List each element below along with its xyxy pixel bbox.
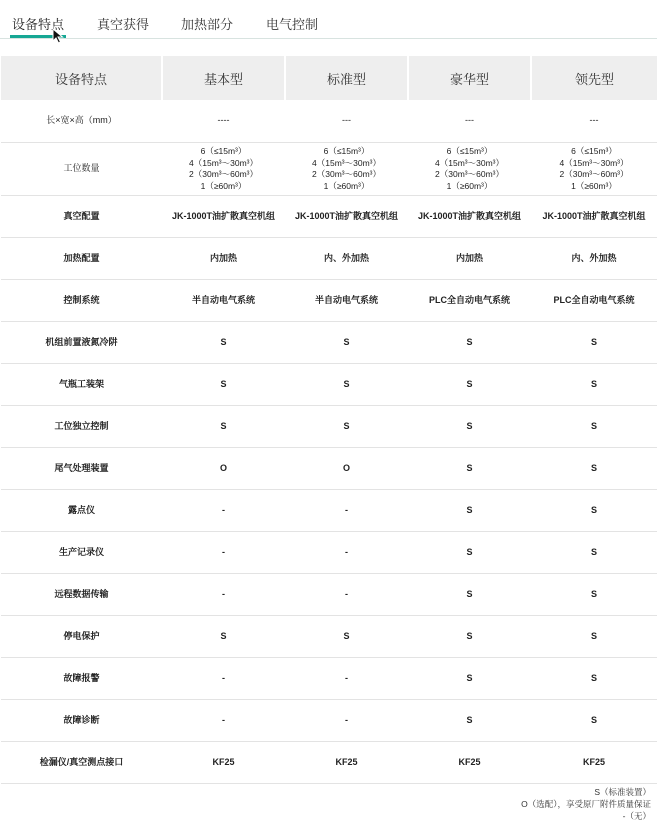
column-header-standard: 标准型 xyxy=(285,56,408,100)
table-cell: - xyxy=(285,700,408,742)
table-cell: KF25 xyxy=(531,742,657,784)
row-label: 机组前置液氮冷阱 xyxy=(1,322,162,364)
row-label: 停电保护 xyxy=(1,616,162,658)
table-header-row xyxy=(1,56,657,100)
table-cell: KF25 xyxy=(162,742,285,784)
table-cell: 内、外加热 xyxy=(531,238,657,280)
table-cell: S xyxy=(285,616,408,658)
table-cell: S xyxy=(531,406,657,448)
table-row xyxy=(1,406,657,448)
table-cell: S xyxy=(531,658,657,700)
cell-line: 4（15m³～30m³） xyxy=(559,157,629,168)
table-row xyxy=(1,238,657,280)
row-label: 加热配置 xyxy=(1,238,162,280)
table-cell: S xyxy=(531,448,657,490)
table-cell: S xyxy=(531,616,657,658)
table-cell xyxy=(408,143,531,196)
table-cell: S xyxy=(285,406,408,448)
row-label: 远程数据传输 xyxy=(1,574,162,616)
mouse-cursor-icon xyxy=(52,28,64,44)
table-row xyxy=(1,364,657,406)
cell-line: 2（30m³～60m³） xyxy=(559,169,629,179)
table-cell: S xyxy=(408,490,531,532)
table-cell: JK-1000T油扩散真空机组 xyxy=(408,196,531,238)
table-row xyxy=(1,280,657,322)
table-row xyxy=(1,196,657,238)
table-row xyxy=(1,532,657,574)
cell-line: 6（≤15m³） xyxy=(446,146,493,156)
table-row xyxy=(1,742,657,784)
table-cell: 内加热 xyxy=(162,238,285,280)
table-cell: - xyxy=(162,574,285,616)
cell-line: 2（30m³～60m³） xyxy=(435,169,504,179)
table-cell: - xyxy=(285,532,408,574)
row-label: 工位数量 xyxy=(1,143,162,196)
table-cell xyxy=(162,143,285,196)
table-cell: - xyxy=(285,658,408,700)
table-cell: S xyxy=(531,532,657,574)
cell-line: 6（≤15m³） xyxy=(323,146,370,156)
table-cell: - xyxy=(285,490,408,532)
table-cell: KF25 xyxy=(285,742,408,784)
legend xyxy=(521,786,651,822)
table-row xyxy=(1,490,657,532)
table-cell: S xyxy=(408,322,531,364)
table-cell: --- xyxy=(285,100,408,143)
row-label: 控制系统 xyxy=(1,280,162,322)
table-cell: S xyxy=(162,364,285,406)
table-cell xyxy=(285,143,408,196)
table-row xyxy=(1,574,657,616)
table-cell: JK-1000T油扩散真空机组 xyxy=(285,196,408,238)
cell-line: 1（≥60m³） xyxy=(446,180,493,191)
table-cell: S xyxy=(408,364,531,406)
table-cell: S xyxy=(408,658,531,700)
legend-standard: S（标准装置） xyxy=(594,787,651,797)
table-row xyxy=(1,143,657,196)
tab-vacuum-acquisition[interactable]: 真空获得 xyxy=(97,17,150,32)
table-cell: JK-1000T油扩散真空机组 xyxy=(162,196,285,238)
tab-heating[interactable]: 加热部分 xyxy=(181,17,234,32)
table-cell: - xyxy=(285,574,408,616)
table-row xyxy=(1,700,657,742)
legend-none: -（无） xyxy=(622,811,651,821)
table-row xyxy=(1,322,657,364)
table-cell: O xyxy=(285,448,408,490)
table-cell: S xyxy=(408,574,531,616)
row-label: 露点仪 xyxy=(1,490,162,532)
spec-comparison-table xyxy=(1,56,657,784)
table-cell: JK-1000T油扩散真空机组 xyxy=(531,196,657,238)
cell-line: 2（30m³～60m³） xyxy=(189,169,258,179)
table-row xyxy=(1,616,657,658)
table-cell: S xyxy=(162,406,285,448)
cell-line: 4（15m³～30m³） xyxy=(435,157,504,168)
cell-line: 1（≥60m³） xyxy=(200,180,247,191)
row-label: 长×宽×高（mm） xyxy=(1,100,162,143)
table-cell: S xyxy=(531,700,657,742)
column-header-deluxe: 豪华型 xyxy=(408,56,531,100)
table-cell: 内、外加热 xyxy=(285,238,408,280)
tab-equipment-features[interactable]: 设备特点 xyxy=(12,17,65,32)
table-cell: - xyxy=(162,490,285,532)
table-cell: S xyxy=(162,616,285,658)
table-row xyxy=(1,448,657,490)
table-cell: 半自动电气系统 xyxy=(285,280,408,322)
row-label: 尾气处理装置 xyxy=(1,448,162,490)
row-label: 检漏仪/真空测点接口 xyxy=(1,742,162,784)
cell-line: 4（15m³～30m³） xyxy=(189,157,258,168)
table-cell: - xyxy=(162,532,285,574)
table-cell: S xyxy=(531,574,657,616)
table-cell: S xyxy=(408,532,531,574)
table-cell: --- xyxy=(531,100,657,143)
row-label: 气瓶工装架 xyxy=(1,364,162,406)
table-cell: S xyxy=(531,490,657,532)
table-cell: PLC全自动电气系统 xyxy=(531,280,657,322)
table-row xyxy=(1,658,657,700)
table-cell: S xyxy=(408,700,531,742)
row-label: 生产记录仪 xyxy=(1,532,162,574)
table-cell: 内加热 xyxy=(408,238,531,280)
table-cell: 半自动电气系统 xyxy=(162,280,285,322)
table-cell: S xyxy=(408,616,531,658)
table-cell: S xyxy=(531,364,657,406)
cell-line: 4（15m³～30m³） xyxy=(312,157,381,168)
table-cell: PLC全自动电气系统 xyxy=(408,280,531,322)
cell-line: 6（≤15m³） xyxy=(200,146,247,156)
row-label: 真空配置 xyxy=(1,196,162,238)
table-cell: - xyxy=(162,700,285,742)
table-cell: S xyxy=(285,322,408,364)
column-header-leading: 领先型 xyxy=(531,56,657,100)
table-cell: S xyxy=(531,322,657,364)
column-header-features: 设备特点 xyxy=(1,56,162,100)
table-cell: S xyxy=(408,448,531,490)
table-cell: ---- xyxy=(162,100,285,143)
table-cell: KF25 xyxy=(408,742,531,784)
table-cell: --- xyxy=(408,100,531,143)
row-label: 故障诊断 xyxy=(1,700,162,742)
cell-line: 6（≤15m³） xyxy=(571,146,617,156)
tab-bar xyxy=(0,0,657,39)
row-label: 工位独立控制 xyxy=(1,406,162,448)
table-cell: S xyxy=(285,364,408,406)
table-cell: S xyxy=(408,406,531,448)
table-cell: O xyxy=(162,448,285,490)
table-row xyxy=(1,100,657,143)
cell-line: 2（30m³～60m³） xyxy=(312,169,381,179)
cell-line: 1（≥60m³） xyxy=(571,180,617,191)
table-cell: - xyxy=(162,658,285,700)
legend-optional: O（选配），享受原厂附件质量保证 xyxy=(521,799,651,809)
tab-electrical-control[interactable]: 电气控制 xyxy=(266,17,319,32)
table-cell xyxy=(531,143,657,196)
table-cell: S xyxy=(162,322,285,364)
cell-line: 1（≥60m³） xyxy=(323,180,370,191)
row-label: 故障报警 xyxy=(1,658,162,700)
column-header-basic: 基本型 xyxy=(162,56,285,100)
